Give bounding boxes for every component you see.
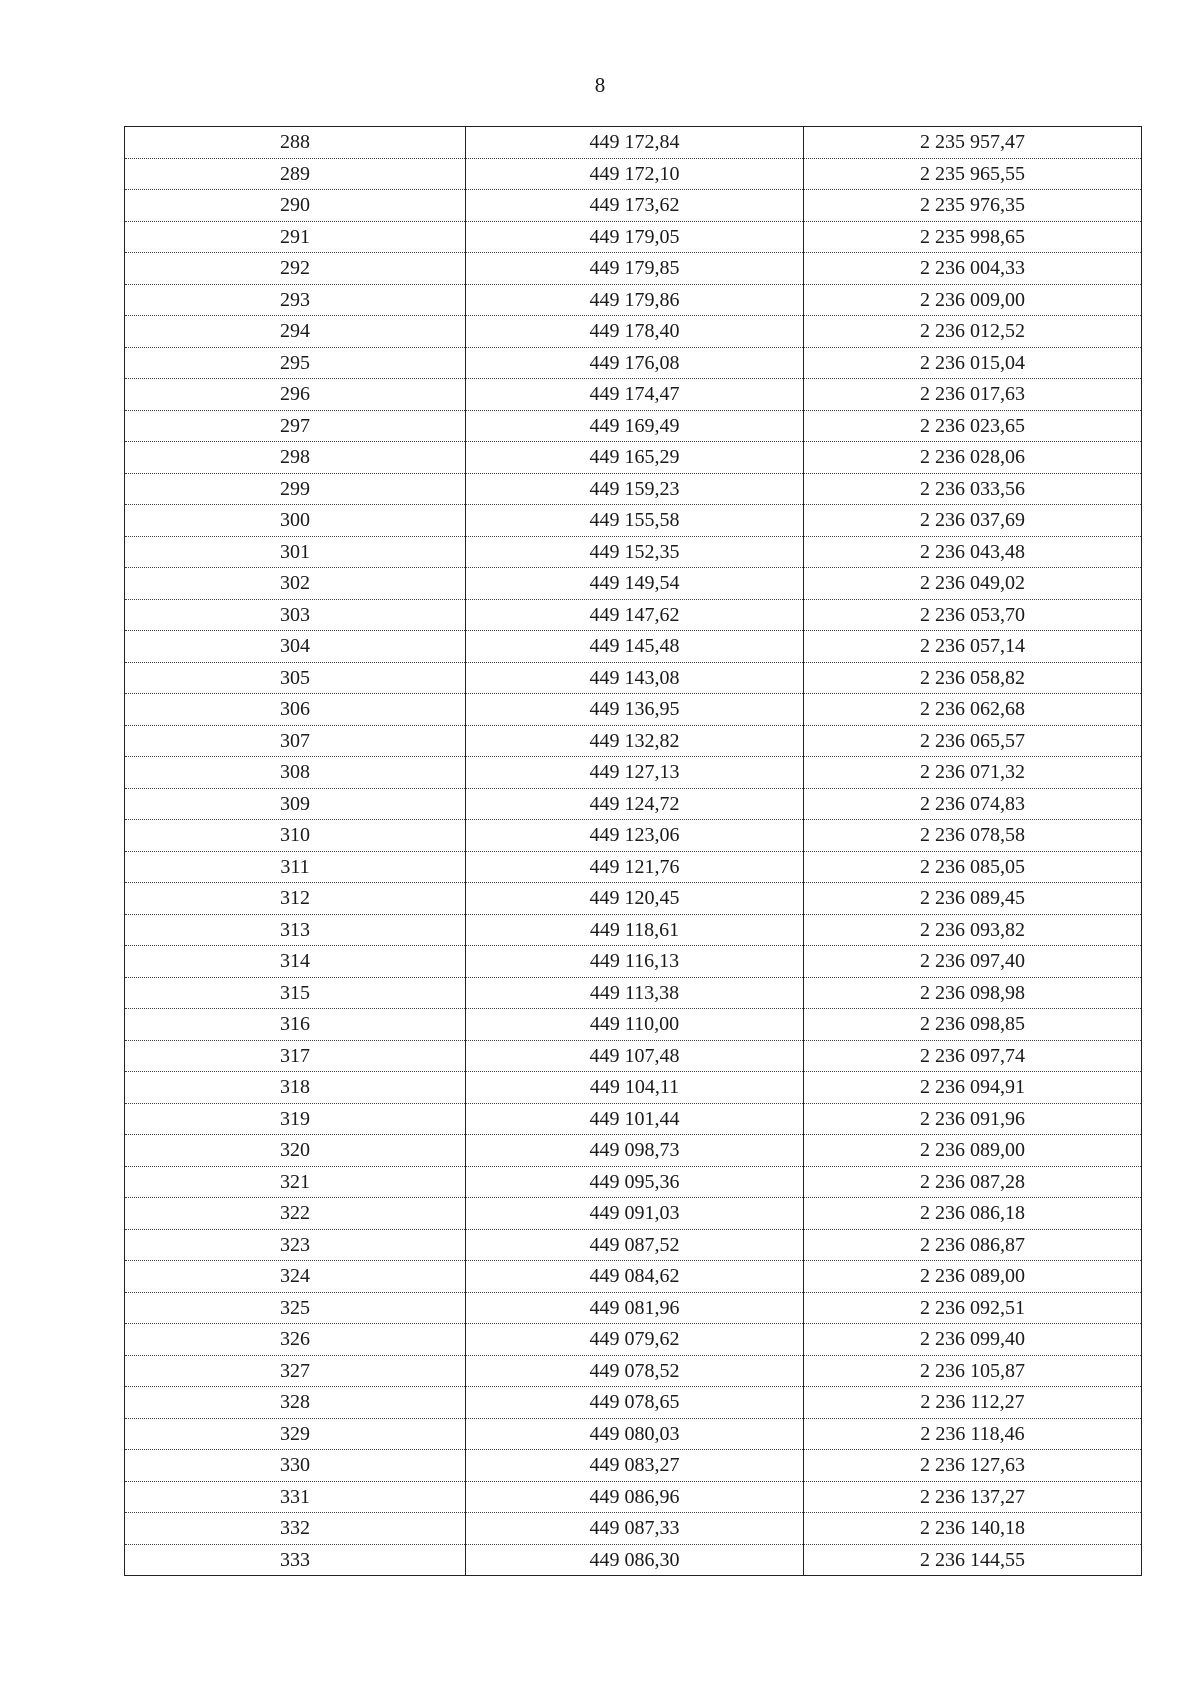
- point-number-cell: 295: [125, 347, 466, 379]
- point-number-cell: 308: [125, 757, 466, 789]
- point-number-cell: 315: [125, 977, 466, 1009]
- table-row: [125, 190, 1142, 222]
- y-coordinate-cell: 2 236 065,57: [804, 725, 1142, 757]
- x-coordinate-cell: 449 101,44: [466, 1103, 804, 1135]
- point-number-cell: 318: [125, 1072, 466, 1104]
- y-coordinate-cell: 2 236 074,83: [804, 788, 1142, 820]
- table-row: [125, 1481, 1142, 1513]
- table-row: [125, 1261, 1142, 1293]
- point-number-cell: 304: [125, 631, 466, 663]
- point-number-cell: 320: [125, 1135, 466, 1167]
- point-number-cell: 322: [125, 1198, 466, 1230]
- table-row: [125, 1513, 1142, 1545]
- table-row: [125, 347, 1142, 379]
- table-row: [125, 1229, 1142, 1261]
- x-coordinate-cell: 449 116,13: [466, 946, 804, 978]
- point-number-cell: 302: [125, 568, 466, 600]
- table-row: [125, 473, 1142, 505]
- x-coordinate-cell: 449 149,54: [466, 568, 804, 600]
- point-number-cell: 331: [125, 1481, 466, 1513]
- point-number-cell: 303: [125, 599, 466, 631]
- table-row: [125, 1387, 1142, 1419]
- y-coordinate-cell: 2 236 086,18: [804, 1198, 1142, 1230]
- y-coordinate-cell: 2 236 071,32: [804, 757, 1142, 789]
- table-row: [125, 1544, 1142, 1576]
- table-row: [125, 536, 1142, 568]
- point-number-cell: 316: [125, 1009, 466, 1041]
- x-coordinate-cell: 449 087,52: [466, 1229, 804, 1261]
- point-number-cell: 324: [125, 1261, 466, 1293]
- x-coordinate-cell: 449 123,06: [466, 820, 804, 852]
- point-number-cell: 299: [125, 473, 466, 505]
- x-coordinate-cell: 449 078,52: [466, 1355, 804, 1387]
- table-row: [125, 127, 1142, 159]
- x-coordinate-cell: 449 179,85: [466, 253, 804, 285]
- table-row: [125, 757, 1142, 789]
- x-coordinate-cell: 449 172,84: [466, 127, 804, 159]
- y-coordinate-cell: 2 236 023,65: [804, 410, 1142, 442]
- point-number-cell: 309: [125, 788, 466, 820]
- point-number-cell: 327: [125, 1355, 466, 1387]
- point-number-cell: 333: [125, 1544, 466, 1576]
- table-row: [125, 316, 1142, 348]
- x-coordinate-cell: 449 083,27: [466, 1450, 804, 1482]
- x-coordinate-cell: 449 143,08: [466, 662, 804, 694]
- table-row: [125, 1009, 1142, 1041]
- y-coordinate-cell: 2 236 118,46: [804, 1418, 1142, 1450]
- page-number: 8: [594, 73, 606, 97]
- x-coordinate-cell: 449 081,96: [466, 1292, 804, 1324]
- y-coordinate-cell: 2 235 957,47: [804, 127, 1142, 159]
- point-number-cell: 289: [125, 158, 466, 190]
- table-row: [125, 820, 1142, 852]
- y-coordinate-cell: 2 236 058,82: [804, 662, 1142, 694]
- point-number-cell: 332: [125, 1513, 466, 1545]
- table-row: [125, 505, 1142, 537]
- x-coordinate-cell: 449 121,76: [466, 851, 804, 883]
- y-coordinate-cell: 2 236 094,91: [804, 1072, 1142, 1104]
- point-number-cell: 317: [125, 1040, 466, 1072]
- point-number-cell: 310: [125, 820, 466, 852]
- table-row: [125, 1166, 1142, 1198]
- table-row: [125, 568, 1142, 600]
- table-row: [125, 914, 1142, 946]
- x-coordinate-cell: 449 159,23: [466, 473, 804, 505]
- x-coordinate-cell: 449 080,03: [466, 1418, 804, 1450]
- table-row: [125, 694, 1142, 726]
- point-number-cell: 312: [125, 883, 466, 915]
- y-coordinate-cell: 2 236 004,33: [804, 253, 1142, 285]
- x-coordinate-cell: 449 098,73: [466, 1135, 804, 1167]
- x-coordinate-cell: 449 079,62: [466, 1324, 804, 1356]
- point-number-cell: 288: [125, 127, 466, 159]
- table-row: [125, 946, 1142, 978]
- x-coordinate-cell: 449 173,62: [466, 190, 804, 222]
- x-coordinate-cell: 449 078,65: [466, 1387, 804, 1419]
- y-coordinate-cell: 2 236 033,56: [804, 473, 1142, 505]
- y-coordinate-cell: 2 236 127,63: [804, 1450, 1142, 1482]
- point-number-cell: 323: [125, 1229, 466, 1261]
- table-row: [125, 883, 1142, 915]
- table-row: [125, 599, 1142, 631]
- x-coordinate-cell: 449 127,13: [466, 757, 804, 789]
- table-row: [125, 631, 1142, 663]
- x-coordinate-cell: 449 152,35: [466, 536, 804, 568]
- x-coordinate-cell: 449 104,11: [466, 1072, 804, 1104]
- table-row: [125, 1198, 1142, 1230]
- y-coordinate-cell: 2 236 097,74: [804, 1040, 1142, 1072]
- y-coordinate-cell: 2 236 105,87: [804, 1355, 1142, 1387]
- y-coordinate-cell: 2 236 015,04: [804, 347, 1142, 379]
- x-coordinate-cell: 449 155,58: [466, 505, 804, 537]
- x-coordinate-cell: 449 179,05: [466, 221, 804, 253]
- y-coordinate-cell: 2 236 057,14: [804, 631, 1142, 663]
- x-coordinate-cell: 449 136,95: [466, 694, 804, 726]
- table-row: [125, 1450, 1142, 1482]
- x-coordinate-cell: 449 084,62: [466, 1261, 804, 1293]
- table-row: [125, 1324, 1142, 1356]
- x-coordinate-cell: 449 179,86: [466, 284, 804, 316]
- table-row: [125, 1355, 1142, 1387]
- x-coordinate-cell: 449 145,48: [466, 631, 804, 663]
- point-number-cell: 300: [125, 505, 466, 537]
- y-coordinate-cell: 2 236 097,40: [804, 946, 1142, 978]
- table-row: [125, 725, 1142, 757]
- y-coordinate-cell: 2 235 976,35: [804, 190, 1142, 222]
- x-coordinate-cell: 449 091,03: [466, 1198, 804, 1230]
- table-row: [125, 410, 1142, 442]
- x-coordinate-cell: 449 176,08: [466, 347, 804, 379]
- table-row: [125, 1135, 1142, 1167]
- table-row: [125, 221, 1142, 253]
- table-row: [125, 284, 1142, 316]
- point-number-cell: 328: [125, 1387, 466, 1419]
- point-number-cell: 291: [125, 221, 466, 253]
- x-coordinate-cell: 449 165,29: [466, 442, 804, 474]
- point-number-cell: 305: [125, 662, 466, 694]
- point-number-cell: 290: [125, 190, 466, 222]
- table-row: [125, 851, 1142, 883]
- point-number-cell: 296: [125, 379, 466, 411]
- point-number-cell: 301: [125, 536, 466, 568]
- y-coordinate-cell: 2 236 053,70: [804, 599, 1142, 631]
- y-coordinate-cell: 2 236 089,00: [804, 1261, 1142, 1293]
- table-row: [125, 1040, 1142, 1072]
- table-row: [125, 788, 1142, 820]
- y-coordinate-cell: 2 236 091,96: [804, 1103, 1142, 1135]
- point-number-cell: 311: [125, 851, 466, 883]
- table-row: [125, 662, 1142, 694]
- x-coordinate-cell: 449 178,40: [466, 316, 804, 348]
- y-coordinate-cell: 2 235 965,55: [804, 158, 1142, 190]
- table-row: [125, 1072, 1142, 1104]
- y-coordinate-cell: 2 236 092,51: [804, 1292, 1142, 1324]
- point-number-cell: 306: [125, 694, 466, 726]
- coordinates-table: [124, 126, 1142, 1576]
- table-row: [125, 1418, 1142, 1450]
- point-number-cell: 293: [125, 284, 466, 316]
- x-coordinate-cell: 449 169,49: [466, 410, 804, 442]
- y-coordinate-cell: 2 236 037,69: [804, 505, 1142, 537]
- x-coordinate-cell: 449 086,30: [466, 1544, 804, 1576]
- y-coordinate-cell: 2 235 998,65: [804, 221, 1142, 253]
- y-coordinate-cell: 2 236 093,82: [804, 914, 1142, 946]
- y-coordinate-cell: 2 236 099,40: [804, 1324, 1142, 1356]
- table-row: [125, 442, 1142, 474]
- y-coordinate-cell: 2 236 043,48: [804, 536, 1142, 568]
- x-coordinate-cell: 449 147,62: [466, 599, 804, 631]
- x-coordinate-cell: 449 107,48: [466, 1040, 804, 1072]
- y-coordinate-cell: 2 236 098,98: [804, 977, 1142, 1009]
- point-number-cell: 298: [125, 442, 466, 474]
- table-row: [125, 977, 1142, 1009]
- y-coordinate-cell: 2 236 085,05: [804, 851, 1142, 883]
- x-coordinate-cell: 449 174,47: [466, 379, 804, 411]
- point-number-cell: 313: [125, 914, 466, 946]
- coordinates-table-body: [125, 127, 1142, 1576]
- point-number-cell: 294: [125, 316, 466, 348]
- y-coordinate-cell: 2 236 078,58: [804, 820, 1142, 852]
- point-number-cell: 329: [125, 1418, 466, 1450]
- y-coordinate-cell: 2 236 140,18: [804, 1513, 1142, 1545]
- x-coordinate-cell: 449 113,38: [466, 977, 804, 1009]
- point-number-cell: 326: [125, 1324, 466, 1356]
- y-coordinate-cell: 2 236 112,27: [804, 1387, 1142, 1419]
- point-number-cell: 330: [125, 1450, 466, 1482]
- x-coordinate-cell: 449 095,36: [466, 1166, 804, 1198]
- point-number-cell: 314: [125, 946, 466, 978]
- point-number-cell: 321: [125, 1166, 466, 1198]
- x-coordinate-cell: 449 132,82: [466, 725, 804, 757]
- point-number-cell: 307: [125, 725, 466, 757]
- x-coordinate-cell: 449 124,72: [466, 788, 804, 820]
- table-row: [125, 1292, 1142, 1324]
- y-coordinate-cell: 2 236 062,68: [804, 694, 1142, 726]
- point-number-cell: 297: [125, 410, 466, 442]
- y-coordinate-cell: 2 236 028,06: [804, 442, 1142, 474]
- y-coordinate-cell: 2 236 089,00: [804, 1135, 1142, 1167]
- table-row: [125, 1103, 1142, 1135]
- y-coordinate-cell: 2 236 087,28: [804, 1166, 1142, 1198]
- point-number-cell: 319: [125, 1103, 466, 1135]
- y-coordinate-cell: 2 236 009,00: [804, 284, 1142, 316]
- x-coordinate-cell: 449 087,33: [466, 1513, 804, 1545]
- y-coordinate-cell: 2 236 098,85: [804, 1009, 1142, 1041]
- point-number-cell: 292: [125, 253, 466, 285]
- y-coordinate-cell: 2 236 017,63: [804, 379, 1142, 411]
- y-coordinate-cell: 2 236 012,52: [804, 316, 1142, 348]
- table-row: [125, 379, 1142, 411]
- y-coordinate-cell: 2 236 086,87: [804, 1229, 1142, 1261]
- table-row: [125, 253, 1142, 285]
- x-coordinate-cell: 449 172,10: [466, 158, 804, 190]
- coordinates-table-container: [124, 126, 1141, 1576]
- y-coordinate-cell: 2 236 049,02: [804, 568, 1142, 600]
- y-coordinate-cell: 2 236 137,27: [804, 1481, 1142, 1513]
- x-coordinate-cell: 449 110,00: [466, 1009, 804, 1041]
- y-coordinate-cell: 2 236 144,55: [804, 1544, 1142, 1576]
- point-number-cell: 325: [125, 1292, 466, 1324]
- table-row: [125, 158, 1142, 190]
- x-coordinate-cell: 449 120,45: [466, 883, 804, 915]
- x-coordinate-cell: 449 086,96: [466, 1481, 804, 1513]
- x-coordinate-cell: 449 118,61: [466, 914, 804, 946]
- y-coordinate-cell: 2 236 089,45: [804, 883, 1142, 915]
